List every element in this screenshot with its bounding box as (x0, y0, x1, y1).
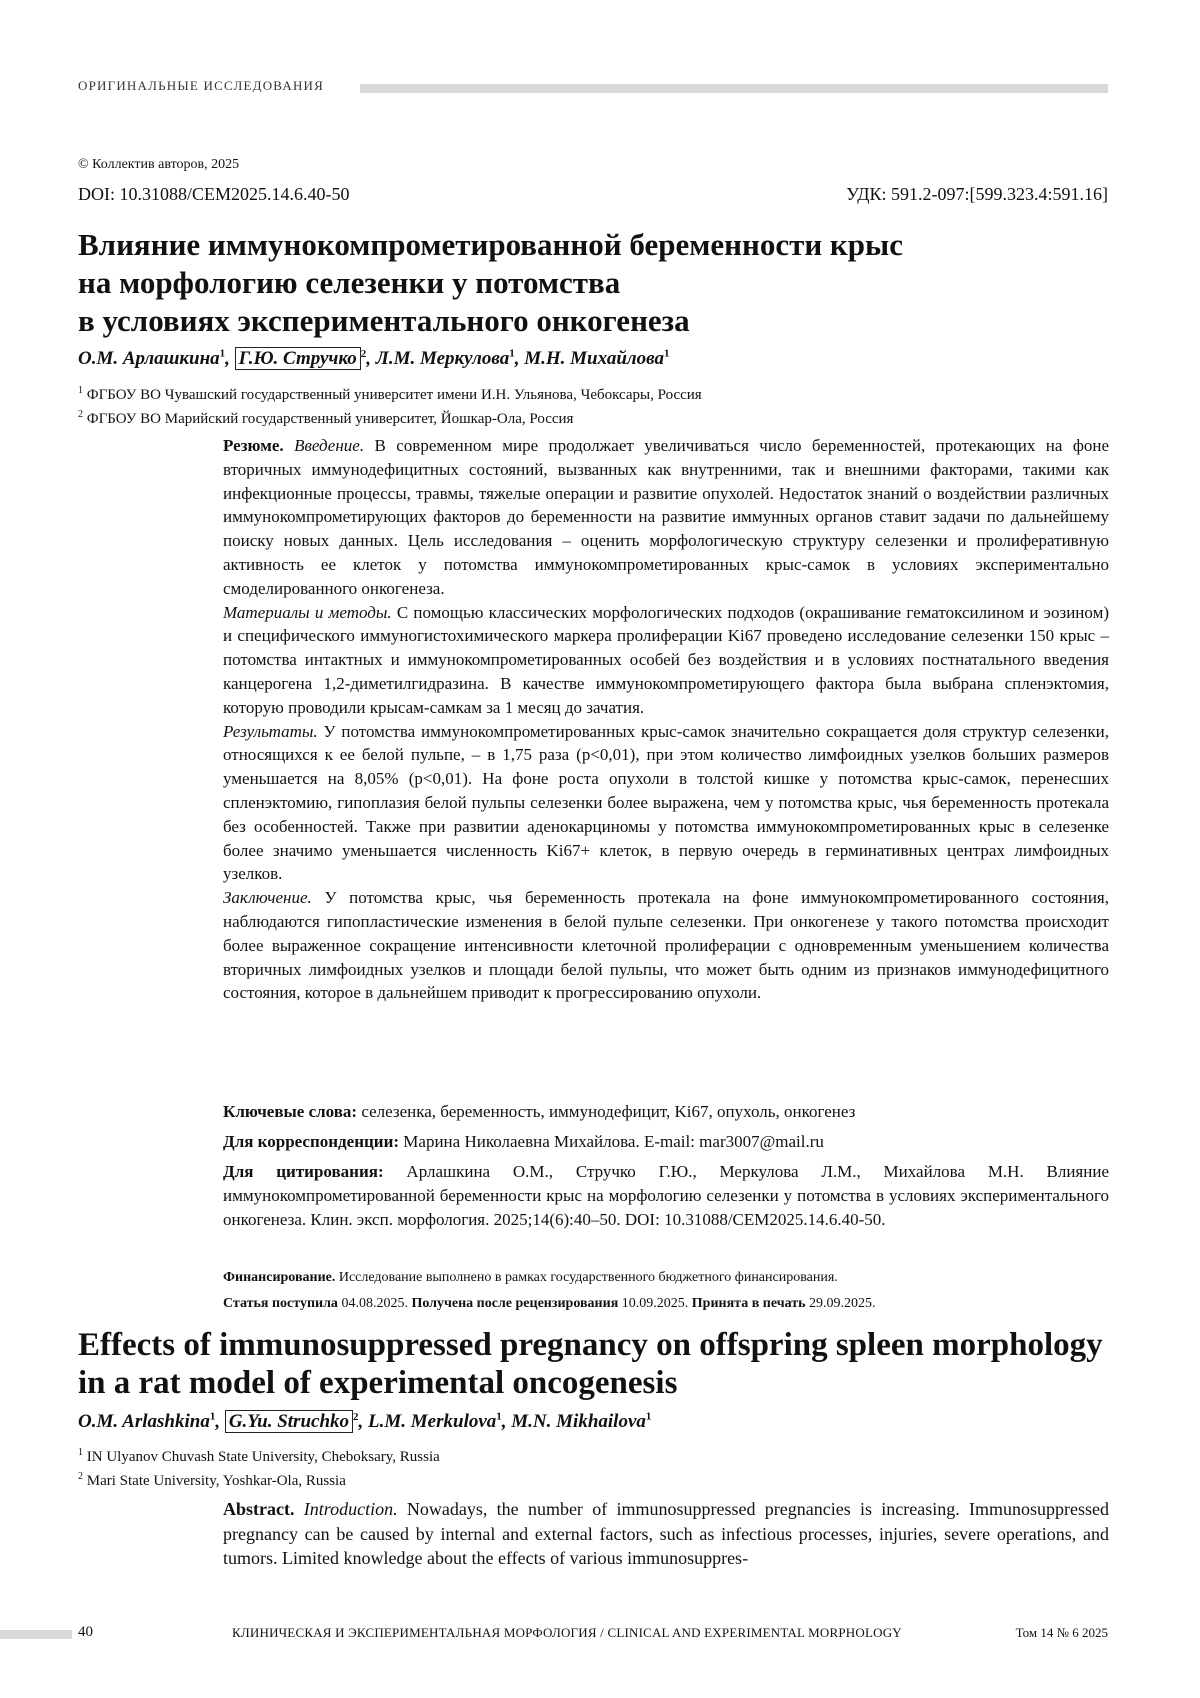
authors-ru: О.М. Арлашкина$^1$, Г.Ю. Стручко $^2$, Л.М. Меркулова$^1$, М.Н. Михайлова$^1$ (78, 348, 670, 370)
udk: УДК: 591.2-097:[599.323.4:591.16] (846, 184, 1108, 204)
affiliation: $^2$ ФГБОУ ВО Марийский государственный университет, Йошкар-Ола, Россия (78, 409, 574, 427)
journal-name: КЛИНИЧЕСКАЯ И ЭКСПЕРИМЕНТАЛЬНАЯ МОРФОЛОГИЯ / CLINICAL AND EXPERIMENTAL MORPHOLOGY (232, 1625, 902, 1640)
affiliation: $^1$ IN Ulyanov Chuvash State University, Cheboksary, Russia (78, 1447, 440, 1465)
abstract-intro: Резюме. Введение. В современном мире продолжает увеличиваться число беременностей, протекающих на фоне вторичных иммунодефицитных состояний, вызванных как внутренними, так и внешними факторами, такими как инфекционные процессы, травмы, тяжелые операции и развитие опухолей. Недостаток знаний о воздействии различных иммунокомпрометирующих факторов до беременности на развитие иммунных органов ставит задачи по дальнейшему поиску новых данных. Цель исследования – оценить морфологическую структуру селезенки и пролиферативную активность ее клеток у потомства иммунокомпрометированных крыс-самок в условиях экспериментально смоделированного онкогенеза. (223, 436, 1110, 598)
authors-en: O.M. Arlashkina$^1$, G.Yu. Struchko $^2$, L.M. Merkulova$^1$, M.N. Mikhailova$^1$ (78, 1411, 652, 1433)
citation: Для цитирования: Арлашкина О.М., Стручко Г.Ю., Меркулова Л.М., Михайлова М.Н. Влияние иммунокомпрометированной беременности крыс на морфологию селезенки у потомства в условиях экспериментального онкогенеза. Клин. эксп. морфология. 2025;14(6):40–50. DOI: 10.31088/CEM2025.14.6.40-50. (223, 1162, 1109, 1229)
article-title-en (78, 1326, 1128, 1402)
abstract-conclusion: Заключение. У потомства крыс, чья беременность протекала на фоне иммунокомпрометированного состояния, наблюдаются гипопластические изменения в белой пульпе селезенки. При онкогенезе у такого потомства происходит более выраженное сокращение интенсивности клеточной пролиферации с одновременным уменьшением количества вторичных лимфоидных узелков и площади белой пульпы, что может быть одним из признаков иммунодефицитного состояния, которое в дальнейшем приводит к прогрессированию опухоли. (223, 888, 1110, 1003)
keywords: Ключевые слова: селезенка, беременность, иммунодефицит, Ki67, опухоль, онкогенез (223, 1102, 856, 1121)
title-line: Влияние иммунокомпрометированной беременности крыс (78, 227, 903, 262)
copyright: © Коллектив авторов, 2025 (78, 157, 240, 172)
affiliation: $^2$ Mari State University, Yoshkar-Ola, Russia (78, 1471, 346, 1489)
title-line: in a rat model of experimental oncogenesis (78, 1365, 678, 1401)
correspondence: Для корреспонденции: Марина Николаевна Михайлова. E-mail: mar3007@mail.ru (223, 1132, 824, 1151)
author[interactable]: Л.М. Меркулова$^1$ (375, 348, 515, 370)
section-label: ОРИГИНАЛЬНЫЕ ИССЛЕДОВАНИЯ (78, 78, 324, 93)
article-title-ru (78, 226, 1128, 340)
author[interactable]: М.Н. Михайлова$^1$ (524, 348, 670, 370)
abstract-results: Результаты. У потомства иммунокомпрометированных крыс-самок значительно сокращается доля структур селезенки, относящихся к ее белой пульпе, – в 1,75 раза (p<0,01), при этом количество лимфоидных узелков больших размеров уменьшается на 8,05% (p<0,01). На фоне роста опухоли в толстой кишке у потомства крыс-самок, перенесших спленэктомию, гипоплазия белой пульпы селезенки более выражена, чем у потомства крыс, чья беременность протекала без особенностей. Также при развитии аденокарциномы у потомства иммунокомпрометированных крыс в селезенке более значимо уменьшается численность Ki67+ клеток, в первую очередь в герминативных центрах лимфоидных узелков. (223, 721, 1110, 884)
page-number: 40 (78, 1624, 93, 1640)
affiliation: $^1$ ФГБОУ ВО Чувашский государственный университет имени И.Н. Ульянова, Чебоксары, Россия (78, 385, 702, 403)
affiliations-ru (78, 381, 702, 429)
author-corresponding[interactable]: Г.Ю. Стручко (235, 347, 361, 370)
abstract-ru (223, 434, 1109, 1005)
affiliations-en (78, 1443, 440, 1491)
author[interactable]: O.M. Arlashkina$^1$ (78, 1411, 216, 1433)
abstract-en: Abstract. Introduction. Nowadays, the number of immunosuppressed pregnancies is increasing. Immunosuppressed pregnancy can be caused by internal and external factors, such as infectious processes, injuries, severe operations, and tumors. Limited knowledge about the effects of various immunosuppres- (223, 1499, 1110, 1568)
author[interactable]: О.М. Арлашкина$^1$ (78, 348, 226, 370)
abstract-methods: Материалы и методы. С помощью классических морфологических подходов (окрашивание гематоксилином и эозином) и специфического иммуногистохимического маркера пролиферации Ki67 проведено исследование селезенки 150 крыс – потомства интактных и иммунокомпрометированных особей без воздействия и в условиях постнатального введения канцерогена 1,2-диметилгидразина. В качестве иммунокомпрометирующего фактора была выбрана спленэктомия, которую проводили крысам-самкам за 1 месяц до зачатия. (223, 602, 1109, 717)
title-line: Effects of immunosuppressed pregnancy on offspring spleen morphology (78, 1327, 1103, 1363)
author-corresponding[interactable]: G.Yu. Struchko (225, 1410, 353, 1433)
doi[interactable]: DOI: 10.31088/CEM2025.14.6.40-50 (78, 184, 350, 204)
article-dates: Статья поступила 04.08.2025. Получена после рецензирования 10.09.2025. Принята в печать 29.09.2025. (223, 1296, 876, 1311)
title-line: на морфологию селезенки у потомства (78, 265, 621, 300)
issue-info: Том 14 № 6 2025 (1015, 1625, 1108, 1640)
title-line: в условиях экспериментального онкогенеза (78, 303, 690, 338)
funding: Финансирование. Исследование выполнено в рамках государственного бюджетного финансирования. (223, 1270, 838, 1285)
author[interactable]: L.M. Merkulova$^1$ (368, 1411, 502, 1433)
author[interactable]: M.N. Mikhailova$^1$ (511, 1411, 652, 1433)
section-bar (360, 84, 1108, 93)
footer-bar (0, 1630, 72, 1639)
